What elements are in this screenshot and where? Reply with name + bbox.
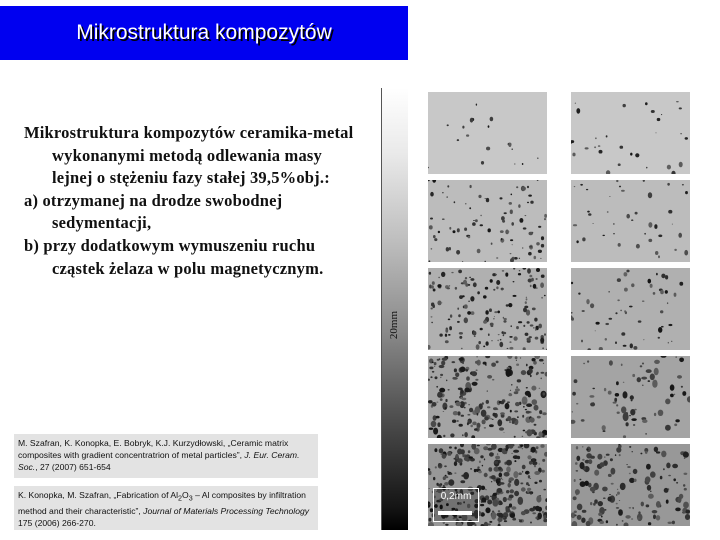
- reference-2-details: 175 (2006) 266-270.: [18, 517, 96, 528]
- description-item-b: b) przy dodatkowym wymuszeniu ruchu cząstek żelaza w polu magnetycznym.: [24, 235, 324, 278]
- micrograph-b-3: [571, 268, 690, 350]
- reference-1: [14, 434, 318, 478]
- reference-2-authors-rest: – Al composites by infiltration method and their characteristic”,: [18, 490, 306, 516]
- reference-1-authors: M. Szafran, K. Konopka, E. Bobryk, K.J. Kurzydłowski, „Ceramic matrix composites with gradient concentratrion of metal particles”,: [18, 438, 289, 460]
- reference-2-sub1: 2: [178, 494, 183, 503]
- description-intro: Mikrostruktura kompozytów ceramika-metal wykonanymi metodą odlewania masy lejnej o stężeniu fazy stałej 39,5%obj.:: [24, 123, 354, 188]
- micrograph-b-4: [571, 356, 690, 438]
- micrograph-a-3: [428, 268, 547, 350]
- reference-2-mid: O: [182, 490, 189, 500]
- reference-2: [14, 486, 318, 530]
- micrograph-b-2: [571, 180, 690, 262]
- reference-2-sub2: 3: [188, 494, 193, 503]
- micrograph-b-1: [571, 92, 690, 174]
- title-bar: [0, 6, 408, 60]
- micrograph-a-4: [428, 356, 547, 438]
- micro-scale-line: [438, 511, 472, 515]
- scale-bar-label: 20mm: [388, 310, 400, 340]
- micro-scale-label: 0,2mm: [440, 491, 472, 502]
- micrograph-b-5: [571, 444, 690, 526]
- description-item-a: a) otrzymanej na drodze swobodnej sedymentacji,: [24, 190, 283, 233]
- micrograph-a-1: [428, 92, 547, 174]
- micro-scale-box: [433, 488, 479, 522]
- reference-2-journal: Journal of Materials Processing Technology: [143, 505, 310, 516]
- description-text: [24, 122, 364, 280]
- reference-1-details: , 27 (2007) 651-654: [35, 462, 111, 472]
- slide-title: Mikrostruktura kompozytów: [76, 21, 332, 44]
- reference-1-journal: J. Eur. Ceram. Soc.: [18, 450, 300, 472]
- reference-2-authors: K. Konopka, M. Szafran, „Fabrication of Al: [18, 490, 179, 500]
- micrograph-a-2: [428, 180, 547, 262]
